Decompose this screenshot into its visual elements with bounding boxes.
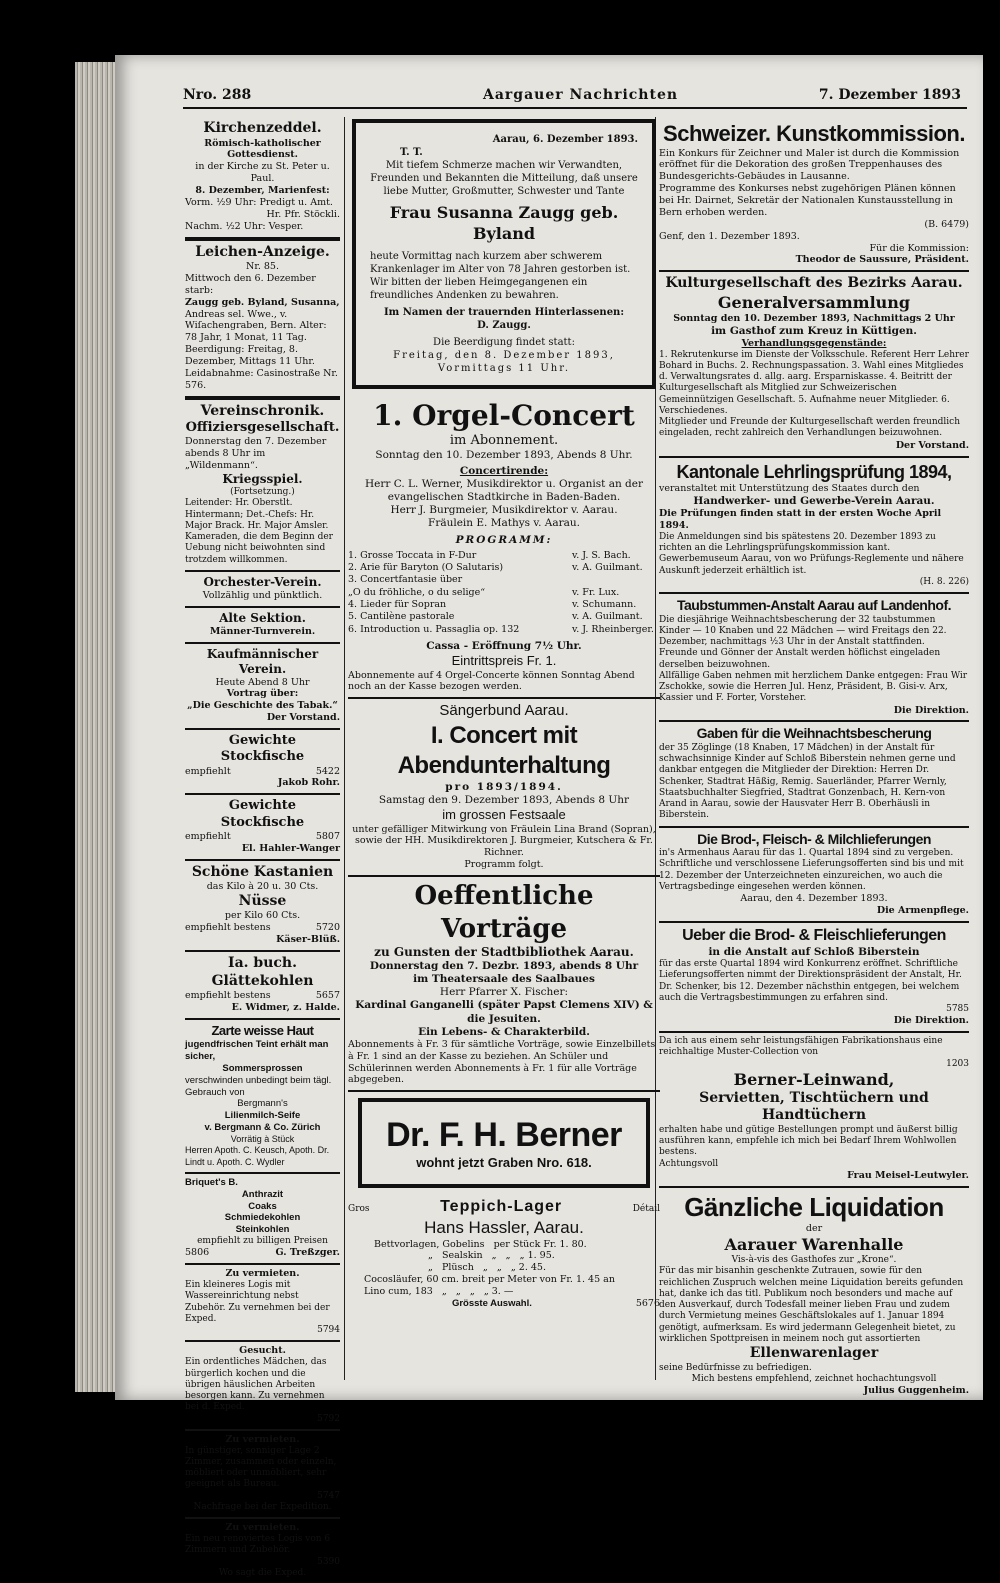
page-header [183,87,961,105]
signature: El. Hahler-Wanger [241,842,340,854]
text: 1. Rekrutenkurse im Dienste der Volksschule. Referent Herr Lehrer Bohard in Buchs. 2. Rechnungspassation. 3. Wahl eines Mitgliedes d. Verwaltungsrates d. allg. aarg. Ersparniskasse. 4. Beitritt der Kulturgesellschaft als Mitglied zur Schweizerischen Gemeinnützigen Gesellschaft. 5. Aufnahme neuer Mitglieder. 6. Verschiedenes. [659,349,969,416]
text: Freunde und Gönner der Anstalt werden höflichst eingeladen derselben beizuwohnen. [659,648,941,670]
heading: Zarte weisse Haut [211,1022,314,1038]
column-rule-1 [344,117,345,1380]
text: Sommersprossen [222,1062,303,1074]
text: Männer-Turnverein. [209,625,316,637]
text: per Kilo 60 Cts. [224,910,301,922]
signature: E. Widmer, z. Halde. [231,1001,340,1013]
text: empfiehlt [185,765,231,777]
text: 8. Dezember, Marienfest: [195,185,330,196]
ad-liquidation [659,1188,969,1401]
ad-number: 5676 [635,1297,660,1309]
text: Ein Konkurs für Zeichner und Maler ist durch die Kommission eröffnet für die Dekoration des großen Treppenhauses des Bundesgerichts-Gebäudes in Lausanne. [659,147,960,183]
text: der 35 Zöglinge (18 Knaben, 17 Mädchen) in der Anstalt für schwachsinnige Kinder auf Schloß Biberstein nehmen gerne und dankbar entgegen die Mitglieder der Direktion: Herren Dr. Schenker, Stadtrat Häßig, Remig. Sauerländer, Pfarrer Wernly, Staatsbuchhalter Siegfried, Stadtrat Gonzenbach, H. Kern-von Arand in Aarau, sowie der Hausvater Herr B. Oberhäusli in Biberstein. [659,742,956,821]
ad-orgel-concert [348,395,660,700]
signature: Die Direktion. [893,1015,969,1027]
ad-gaben-weihnachtsbescherung [659,722,969,827]
text: Beerdigung: Freitag, 8. Dezember, Mittags 11 Uhr. [185,344,315,367]
heading: Nüsse [238,892,287,909]
text: Die diesjährige Weihnachtsbescherung der 32 taubstummen Kinder — 10 Knaben und 22 Mädchen — wird Freitags den 22. Dezember, nachmittags ½3 Uhr in der Anstalt stattfinden. [659,614,947,647]
heading: Offiziersgesellschaft. [185,420,340,436]
heading: Kriegsspiel. [222,472,303,486]
ad-glaettekohlen [185,952,340,1020]
heading: zu Gunsten der Stadtbibliothek Aarau. [374,945,634,959]
text: in die Anstalt auf Schloß Biberstein [708,945,920,958]
heading: Alte Sektion. [219,610,306,625]
text: Fräulein E. Mathys v. Aarau. [428,517,580,530]
ad-ueber-brod-fleisch [659,923,969,1033]
text: Ein Lebens- & Charakterbild. [418,1025,590,1038]
text: Ein neu renoviertes Logis von 6 Zimmern und Zubehör. [185,1534,331,1556]
text: Aarau, den 4. Dezember 1893. [740,893,888,905]
program-piece: 1. Grosse Toccata in F-Dur [348,549,477,561]
signature: G. Treßzger. [275,1247,340,1259]
column-right [659,117,969,1397]
heading: Schöne Kastanien [191,863,334,880]
signature: Käser-Blüß. [276,934,340,946]
text: das Kilo à 20 u. 30 Cts. [206,881,319,892]
text: empfiehlt bestens [185,990,271,1001]
text: Donnerstag den 7. Dezember abends 8 Uhr im „Wildenmann“. [185,436,327,472]
text: Vortrag über: [226,688,299,700]
text: Mitglieder und Freunde der Kulturgesellschaft werden freundlich eingeladen, recht zahlreich den Verhandlungen beizuwohnen. [659,417,961,439]
column-middle [348,117,660,1380]
text: Nachfrage bei der Expedition. [193,1501,332,1512]
text: Die Beerdigung findet statt: [433,336,575,348]
ad-number: 5657 [315,990,340,1001]
text: Grösste Auswahl. [451,1297,532,1309]
ad-stockfische-1 [185,730,340,795]
ad-brod-fleisch-milch [659,828,969,923]
ad-vereinschronik [185,400,340,572]
program-item [348,587,660,599]
ad-saengerbund [348,699,660,877]
header-rule [183,107,967,109]
program-piece: „O du fröhliche, o du selige“ [348,586,486,598]
text: Herr C. L. Werner, Musikdirektor u. Organist an der evangelischen Stadtkirche in Baden-Baden. [364,478,644,504]
text: „ Plüsch „ „ „ 2. 45. [428,1262,546,1274]
text: Briquet's B. [185,1176,238,1188]
ad-gesucht [185,1342,340,1430]
heading: Aarauer Warenhalle [724,1235,904,1255]
ad-number: 5422 [315,765,340,777]
text: Lilienmilch-Seife [224,1110,301,1122]
ad-number: 5806 [185,1247,210,1259]
heading: Zu vermieten. [225,1522,300,1534]
text: Herren Apoth. C. Keusch, Apoth. Dr. Lindt u. Apoth. C. Wydler [185,1145,330,1167]
text: Donnerstag den 7. Dezbr. 1893, abends 8 Uhr [369,960,639,972]
text: In günstiger, sonniger Lage 2 Zimmer, zusammen oder einzeln, möbliert oder unmöbliert, sehr geeignet als Bureau. [185,1445,337,1490]
ad-kirchenzeddel [185,117,340,241]
text: veranstaltet mit Unterstützung des Staates durch den [659,483,920,494]
ad-number: (H. 8. 226) [919,576,969,587]
text: Sonntag den 10. Dezember 1893, Nachmittags 2 Uhr [673,312,955,324]
text: „Die Geschichte des Tabak.“ [187,700,338,712]
text: verschwinden unbedingt beim tägl. Gebrauch von [185,1074,332,1098]
heading: Die Brod-, Fleisch- & Milchlieferungen [697,830,931,847]
program-composer [572,574,660,586]
text: Für die Kommission: [869,242,969,254]
ad-zu-vermieten-2 [185,1431,340,1519]
text: Herr Pfarrer X. Fischer: [439,986,569,999]
heading: Kulturgesellschaft des Bezirks Aarau. [665,275,963,292]
program-piece: 4. Lieder für Sopran [348,599,447,611]
program-composer: v. J. S. Bach. [572,549,631,561]
text: Leitender: Hr. Oberstlt. Hintermann; Det.-Chefs: Hr. Major Brack. Hr. Major Amsler. [185,498,329,531]
heading: Kaufmännischer Verein. [206,646,319,676]
signature: Der Vorstand. [895,439,969,451]
text: Vis-à-vis des Gasthofes zur „Krone“. [731,1255,897,1266]
heading: 1. Orgel-Concert [373,398,635,432]
program-item [348,611,660,623]
text: Leidabnahme: Casinostraße Nr. 576. [185,367,338,391]
ad-number: 5720 [315,922,340,934]
text: pro 1893/1894. [445,781,563,793]
text: Programm folgt. [464,859,544,871]
text: Cassa - Eröffnung 7½ Uhr. [426,640,582,653]
ad-number: 5794 [317,1325,340,1336]
heading: Gewichte Stockfische [220,733,305,765]
ad-dr-berner [358,1098,650,1188]
heading: Dr. F. H. Berner [386,1116,622,1155]
text: Mittwoch den 6. Dezember starb: [185,272,316,296]
text: Freitag, den 8. Dezember 1893, Vormittags 11 Uhr. [393,349,615,374]
text: Vorm. ½9 Uhr: Predigt u. Amt. [185,196,333,208]
text: Nr. 85. [246,261,279,272]
text: Lino cum, 183 „ „ „ „ 3. — [364,1286,514,1297]
heading: Servietten, Tischtüchern und Handtüchern [699,1089,929,1124]
issue-number: Nro. 288 [183,87,252,103]
text: Im Namen der trauernden Hinterlassenen: [383,306,625,318]
text: für das erste Quartal 1894 wird Konkurrenz eröffnet. Schriftliche Lieferungsofferten nimmt der Direktionspräsident der Anstalt, Hr. Dr. Schenker, bis 12. Dezember nächsthin entgegen, bei welchem auch die Vertragsbestimmungen zu erfahren sind. [659,959,962,1003]
heading: Verhandlungsgegenstände: [741,337,887,349]
text: Anthrazit [241,1188,284,1200]
heading: Gewichte Stockfische [220,798,305,830]
ad-number: (B. 6479) [924,218,969,230]
text: Abonnemente auf 4 Orgel-Concerte können Sonntag Abend noch an der Kasse bezogen werden. [348,669,635,693]
ad-number: 5747 [317,1490,340,1501]
ad-taubstummen-anstalt [659,594,969,722]
text: Achtungsvoll [659,1158,719,1169]
text: (Fortsetzung.) [230,487,295,497]
heading: Zu vermieten. [225,1268,300,1280]
ad-lehrlingspruefung [659,458,969,595]
text: Eintrittspreis Fr. 1. [451,653,557,669]
text: Vollzählig und pünktlich. [202,589,323,601]
heading: Zu vermieten. [225,1433,300,1445]
text: Abonnements à Fr. 3 für sämtliche Vorträge, sowie Einzelbillets à Fr. 1 sind an der Kasse zu beziehen. An Schüler und Schülerinnen werden Abonnements à Fr. 1 für alle Vorträge abgegeben. [348,1038,656,1086]
program-composer: v. Fr. Lux. [572,586,620,598]
ad-oeffentliche-vortraege [348,877,660,1092]
text: v. Bergmann & Co. Zürich [204,1122,321,1134]
text: Ein kleineres Logis mit Wassereinrichtung nebst Zubehör. Zu vernehmen bei der Exped. [185,1280,330,1324]
ad-teppich-lager [348,1194,660,1314]
text: im grossen Festsaale [442,807,566,823]
text: Samstag den 9. Dezember 1893, Abends 8 Uhr [378,794,630,807]
program-piece: 6. Introduction u. Passaglia op. 132 [348,623,520,635]
text: Sonntag den 10. Dezember 1893, Abends 8 Uhr. [375,448,633,461]
signature: Julius Guggenheim. [863,1385,969,1397]
text: empfiehlt [185,830,231,842]
heading: Vereinschronik. [200,402,325,419]
text: Ein ordentliches Mädchen, das bürgerlich kochen und die übrigen häuslichen Arbeiten besorgen kann. Zu vernehmen bei d. Exped. [185,1357,327,1413]
text: Bergmann's [237,1098,288,1110]
program-item [348,562,660,574]
heading: Frau Susanna Zaugg geb. Byland [389,203,619,243]
ad-number: 1203 [946,1058,969,1069]
ad-alte-sektion [185,608,340,644]
text: Vorrätig à Stück [230,1134,295,1144]
signature: Jakob Rohr. [277,777,340,789]
program-item [348,550,660,562]
text: Der Vorstand. [266,712,340,724]
ad-stockfische-2 [185,795,340,860]
program-item [348,599,660,611]
signature: Theodor de Saussure, Präsident. [795,254,969,266]
heading: Teppich-Lager [440,1198,563,1216]
text: Wo sagt die Exped. [218,1567,307,1578]
heading: Gesucht. [239,1345,286,1357]
text: Andreas sel. Wwe., v. Wiſachengraben, Bern. Alter: 78 Jahr, 1 Monat, 11 Tag. [185,308,327,344]
program-composer: v. A. Guilmant. [572,562,643,574]
text: Zaugg geb. Byland, Susanna, [185,296,340,308]
heading: Schweizer. Kunstkommission. [663,121,965,146]
program-composer: v. Schumann. [572,599,637,611]
text: Da ich aus einem sehr leistungsfähigen Fabrikationshaus eine reichhaltige Muster-Collection von [659,1036,943,1058]
ad-zu-vermieten-3 [185,1519,340,1583]
heading: Leichen-Anzeige. [195,243,330,260]
text: jugendfrischen Teint erhält man sicher, [185,1039,329,1062]
issue-date: 7. Dezember 1893 [818,87,961,103]
text: Gros [348,1204,370,1215]
heading: Oeffentliche Vorträge [414,881,594,944]
text: im Theatersaale des Saalbaues [413,973,595,986]
heading: Gänzliche Liquidation [684,1191,944,1222]
ad-berner-leinwand [659,1033,969,1188]
text: Mich bestens empfehlend, zeichnet hochachtungsvoll [691,1373,937,1384]
text: „ Sealskin „ „ „ 1. 95. [428,1250,555,1262]
program-piece: 3. Concertfantasie über [348,574,463,586]
ad-kulturgesellschaft [659,272,969,457]
text: Nachm. ½2 Uhr: Vesper. [185,220,304,232]
heading: Gaben für die Weihnachtsbescherung [696,725,932,742]
text: Heute Abend 8 Uhr [215,676,310,688]
text: Steinkohlen [235,1224,290,1236]
text: Bettvorlagen, Gobelins per Stück Fr. 1. 80. [374,1238,587,1250]
text: Die Anmeldungen sind bis spätestens 20. Dezember 1893 zu richten an die Lehrlingsprüfungskommission kant. Gewerbemuseum Aarau, von wo Prüfungs-Reglemente und nähere Auskunft jederzeit erhältlich ist. [659,531,964,576]
heading: I. Concert mit Abendunterhaltung [397,722,611,779]
heading: Berner-Leinwand, [733,1069,895,1089]
text: Programme des Konkurses nebst zugehörigen Plänen können bei Hr. Dairnet, Sekretär der Nationalen Kunstausstellung in Bern erhoben werden. [659,183,956,218]
heading: Ia. buch. Glättekohlen [211,955,314,989]
ad-number: 5792 [317,1413,340,1424]
ad-number: 5390 [317,1556,340,1567]
text: im Gasthof zum Kreuz in Küttigen. [711,324,917,337]
text: Aarau, 6. Dezember 1893. [492,134,638,145]
heading: Orchester-Verein. [203,574,322,589]
death-notice [352,119,656,389]
program-composer: v. J. Rheinberger. [572,623,654,635]
text: Mit tiefem Schmerze machen wir Verwandten, Freunden und Bekannten die Mitteilung, daß unsere liebe Mutter, Großmutter, Schwester und Tante [370,160,638,197]
program-piece: 5. Cantilène pastorale [348,611,455,623]
signature: Die Armenpflege. [876,905,969,916]
text: heute Vormittag nach kurzem aber schwerem Krankenlager im Alter von 78 Jahren gestorben ist. [370,250,631,275]
ad-kaufmaennischer-verein [185,644,340,731]
text: Cocosläufer, 60 cm. breit per Meter von Fr. 1. 45 an [364,1274,615,1286]
text: empfiehlt bestens [185,922,271,934]
newspaper-title: Aargauer Nachrichten [483,87,679,103]
signature: D. Zaugg. [477,319,531,331]
heading: Sängerbund Aarau. [439,702,569,720]
program-item [348,624,660,636]
text: Wir bitten der lieben Heimgegangenen ein freundliches Andenken zu bewahren. [370,276,588,301]
heading: Taubstummen-Anstalt Aarau auf Landenhof. [676,597,951,613]
ad-lilienmilch-seife [185,1020,340,1174]
program-item [348,574,660,586]
ad-leichen-anzeige [185,241,340,400]
text: in's Armenhaus Aarau für das 1. Quartal 1894 sind zu vergeben. Schriftliche und verschlossene Lieferungsofferten sind bis und mit 12. Dezember der Unterzeichneten einzureichen, wo auch die Vertragsbedinge eingesehen werden können. [659,848,964,892]
heading: Hans Hassler, Aarau. [424,1218,584,1238]
text: Römisch-katholischer Gottesdienst. [204,137,321,161]
heading: Concertirende: [459,464,549,477]
heading: Ueber die Brod- & Fleischlieferungen [682,926,946,944]
text: T. T. [400,147,423,158]
text: Kameraden, die dem Beginn der Uebung nicht beiwohnten sind trotzdem willkommen. [185,532,333,565]
heading: Kirchenzeddel. [203,120,322,136]
newspaper-page [115,55,983,1578]
heading: PROGRAMM: [455,533,553,546]
ad-number: 5785 [946,1004,969,1014]
text: erhalten habe und gütige Bestellungen prompt und äußerst billig ausführen kann, empfehle ich mich bei Bedarf Ihrem Wohlwollen bestens. [659,1124,958,1158]
text: empfiehlt zu billigen Preisen [197,1236,328,1247]
ad-zu-vermieten-1 [185,1265,340,1342]
text: in der Kirche zu St. Peter u. Paul. [195,161,330,185]
text: Allfällige Gaben nehmen mit herzlichem Danke entgegen: Frau Wir Zschokke, sowie die Herren Jul. Henz, Präsident, B. Gisi-v. Arx, Kassier und F. Forter, Vorsteher. [659,670,968,704]
signature: Die Direktion. [893,704,969,716]
signature: Frau Meisel-Leutwyler. [847,1169,969,1181]
text: Die Prüfungen finden statt in der ersten Woche April 1894. [659,508,942,531]
program-composer: v. A. Guilmant. [572,611,643,623]
ad-kastanien [185,861,340,953]
text: im Abonnement. [449,432,559,448]
column-left [185,117,340,1578]
heading: Generalversammlung [717,292,911,312]
program-piece: 2. Arie für Baryton (O Salutaris) [348,562,504,574]
ad-number: 5807 [315,830,340,842]
text: wohnt jetzt Graben Nro. 618. [416,1155,592,1171]
heading: Ellenwarenlager [749,1345,879,1362]
text: Kardinal Ganganelli (später Papst Clemens XIV) & die Jesuiten. [355,999,653,1025]
text: Herr J. Burgmeier, Musikdirektor v. Aarau. [390,504,618,517]
program-list [348,550,660,636]
text: Coaks [248,1200,277,1212]
text: Handwerker- und Gewerbe-Verein Aarau. [693,494,935,507]
ad-briquets [185,1174,340,1266]
text: Hr. Pfr. Stöckli. [266,208,340,220]
heading: Kantonale Lehrlingsprüfung 1894, [676,461,952,482]
text: unter gefälliger Mitwirkung von Fräulein Lina Brand (Sopran), sowie der HH. Musikdirektoren J. Burgmeier, Kutschera & Fr. Richner. [352,823,656,859]
text: Genf, den 1. Dezember 1893. [659,230,800,242]
text: Für das mir bisanhin geschenkte Zutrauen, sowie für den reichlichen Zuspruch welchen meine Liquidation bereits gefunden hat, danke ich das titl. Publikum noch besonders und mache auf den Ausverkauf, durch Todesfall meiner lieben Frau und zudem durch Vermietung meines Geschäftslokales auf 1. Januar 1894 genötigt, aufmerksam. Es wird jedermann Gelegenheit bietet, zu wirklichen Spottpreisen in meinem noch gut assortierten [659,1266,964,1344]
ad-kunstkommission [659,117,969,272]
text: der [805,1223,823,1235]
ad-orchester [185,572,340,608]
text: seine Bedürfnisse zu befriedigen. [659,1362,812,1373]
text: Détail [632,1204,660,1215]
text: Schmiedekohlen [224,1212,301,1224]
